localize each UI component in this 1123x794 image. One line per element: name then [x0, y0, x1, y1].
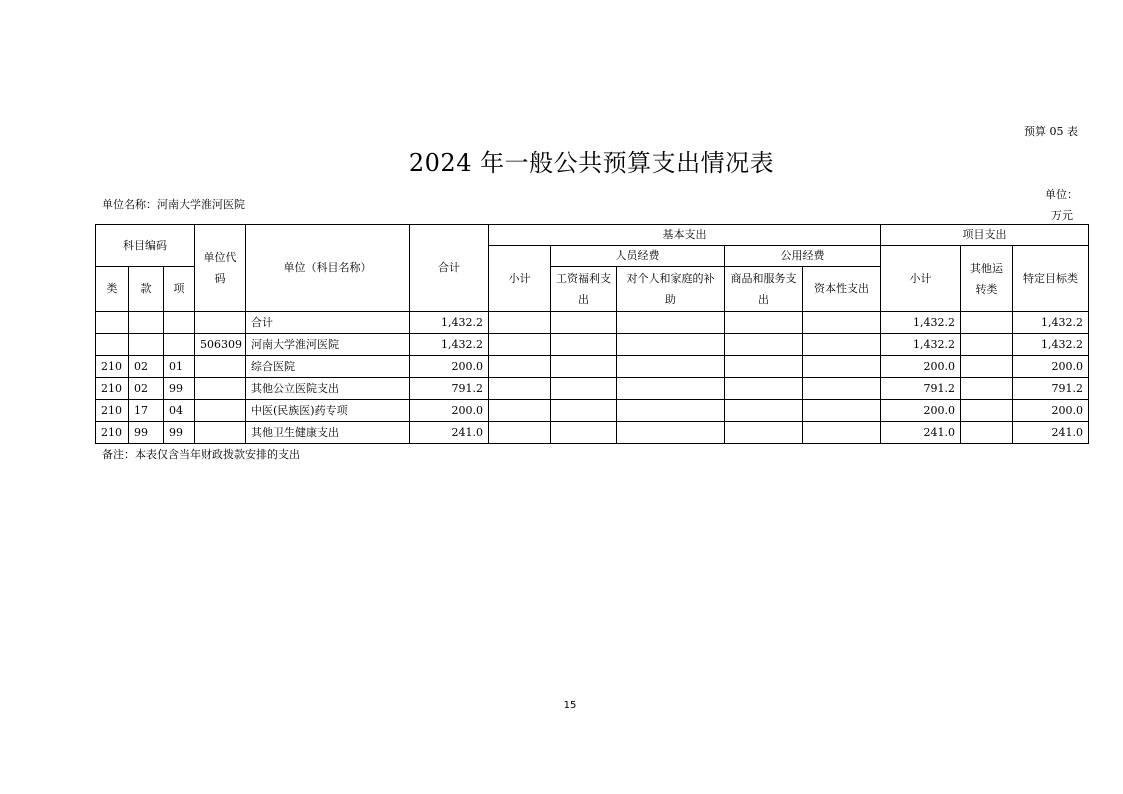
unit-value: 万元: [1051, 209, 1073, 222]
cell-goods-services: [725, 400, 803, 422]
cell-class: [96, 334, 129, 356]
header-goods-services: 商品和服务支出: [725, 267, 803, 312]
table-row: [96, 312, 1089, 334]
cell-other-transfer: [961, 334, 1013, 356]
cell-project-subtotal: 791.2: [881, 378, 961, 400]
cell-goods-services: [725, 356, 803, 378]
cell-basic-subtotal: [489, 334, 551, 356]
cell-section: 17: [129, 400, 164, 422]
cell-basic-subtotal: [489, 356, 551, 378]
cell-unit-code: [195, 400, 246, 422]
header-unit-subject-name: 单位（科目名称）: [246, 225, 410, 312]
cell-section: 02: [129, 378, 164, 400]
page-number: 15: [563, 700, 577, 711]
header-basic-subtotal: 小计: [489, 246, 551, 312]
cell-specific-target: 1,432.2: [1013, 334, 1089, 356]
header-individual-subsidy: 对个人和家庭的补助: [617, 267, 725, 312]
cell-unit-code: [195, 356, 246, 378]
unit-name: 单位名称：河南大学淮河医院: [102, 198, 245, 211]
cell-salary-welfare: [551, 356, 617, 378]
cell-other-transfer: [961, 312, 1013, 334]
cell-specific-target: 200.0: [1013, 400, 1089, 422]
cell-individual-subsidy: [617, 334, 725, 356]
cell-other-transfer: [961, 422, 1013, 444]
cell-project-subtotal: 241.0: [881, 422, 961, 444]
table-row: [96, 356, 1089, 378]
cell-salary-welfare: [551, 312, 617, 334]
cell-class: 210: [96, 356, 129, 378]
cell-unit-code: [195, 312, 246, 334]
cell-section: 02: [129, 356, 164, 378]
cell-class: 210: [96, 422, 129, 444]
cell-unit-code: 506309: [195, 334, 246, 356]
header-class: 类: [96, 267, 129, 312]
cell-item: 99: [164, 378, 195, 400]
table-note: 备注：本表仅含当年财政拨款安排的支出: [102, 448, 300, 461]
table-row: [96, 422, 1089, 444]
cell-total: 200.0: [410, 356, 489, 378]
header-salary-welfare: 工资福利支出: [551, 267, 617, 312]
cell-basic-subtotal: [489, 400, 551, 422]
cell-name: 河南大学淮河医院: [246, 334, 410, 356]
cell-salary-welfare: [551, 422, 617, 444]
header-section: 款: [129, 267, 164, 312]
cell-name: 中医(民族医)药专项: [246, 400, 410, 422]
unit-label: 单位：: [1045, 188, 1078, 201]
cell-project-subtotal: 200.0: [881, 356, 961, 378]
cell-project-subtotal: 1,432.2: [881, 312, 961, 334]
header-other-transfer: 其他运转类: [961, 246, 1013, 312]
cell-name: 其他公立医院支出: [246, 378, 410, 400]
cell-unit-code: [195, 378, 246, 400]
cell-capital: [803, 400, 881, 422]
cell-other-transfer: [961, 400, 1013, 422]
cell-total: 1,432.2: [410, 312, 489, 334]
cell-basic-subtotal: [489, 422, 551, 444]
header-subject-code: 科目编码: [96, 225, 195, 267]
cell-individual-subsidy: [617, 356, 725, 378]
cell-total: 200.0: [410, 400, 489, 422]
form-number: 预算 05 表: [1024, 125, 1078, 138]
cell-capital: [803, 312, 881, 334]
cell-other-transfer: [961, 378, 1013, 400]
cell-class: 210: [96, 378, 129, 400]
cell-item: 04: [164, 400, 195, 422]
cell-total: 1,432.2: [410, 334, 489, 356]
header-unit-code: 单位代码: [195, 225, 246, 312]
cell-total: 241.0: [410, 422, 489, 444]
cell-class: 210: [96, 400, 129, 422]
cell-individual-subsidy: [617, 400, 725, 422]
cell-section: 99: [129, 422, 164, 444]
cell-section: [129, 334, 164, 356]
cell-individual-subsidy: [617, 422, 725, 444]
cell-specific-target: 200.0: [1013, 356, 1089, 378]
cell-item: 99: [164, 422, 195, 444]
cell-capital: [803, 356, 881, 378]
cell-salary-welfare: [551, 400, 617, 422]
cell-item: [164, 312, 195, 334]
header-personnel: 人员经费: [551, 246, 725, 267]
table-row: [96, 378, 1089, 400]
cell-salary-welfare: [551, 378, 617, 400]
cell-other-transfer: [961, 356, 1013, 378]
cell-capital: [803, 378, 881, 400]
cell-project-subtotal: 200.0: [881, 400, 961, 422]
cell-basic-subtotal: [489, 312, 551, 334]
cell-item: 01: [164, 356, 195, 378]
header-item: 项: [164, 267, 195, 312]
cell-section: [129, 312, 164, 334]
cell-specific-target: 1,432.2: [1013, 312, 1089, 334]
header-project-expense: 项目支出: [881, 225, 1089, 246]
cell-total: 791.2: [410, 378, 489, 400]
cell-name: 合计: [246, 312, 410, 334]
header-capital: 资本性支出: [803, 267, 881, 312]
cell-individual-subsidy: [617, 378, 725, 400]
header-total: 合计: [410, 225, 489, 312]
table-row: [96, 334, 1089, 356]
cell-salary-welfare: [551, 334, 617, 356]
cell-class: [96, 312, 129, 334]
cell-specific-target: 241.0: [1013, 422, 1089, 444]
header-project-subtotal: 小计: [881, 246, 961, 312]
cell-name: 综合医院: [246, 356, 410, 378]
budget-table: [95, 224, 1089, 444]
cell-goods-services: [725, 312, 803, 334]
cell-name: 其他卫生健康支出: [246, 422, 410, 444]
cell-capital: [803, 334, 881, 356]
cell-basic-subtotal: [489, 378, 551, 400]
header-specific-target: 特定目标类: [1013, 246, 1089, 312]
cell-specific-target: 791.2: [1013, 378, 1089, 400]
header-public: 公用经费: [725, 246, 881, 267]
cell-individual-subsidy: [617, 312, 725, 334]
table-row: [96, 400, 1089, 422]
cell-goods-services: [725, 378, 803, 400]
cell-item: [164, 334, 195, 356]
cell-capital: [803, 422, 881, 444]
cell-goods-services: [725, 422, 803, 444]
cell-goods-services: [725, 334, 803, 356]
cell-project-subtotal: 1,432.2: [881, 334, 961, 356]
header-basic-expense: 基本支出: [489, 225, 881, 246]
cell-unit-code: [195, 422, 246, 444]
page-title: 2024 年一般公共预算支出情况表: [408, 149, 775, 177]
